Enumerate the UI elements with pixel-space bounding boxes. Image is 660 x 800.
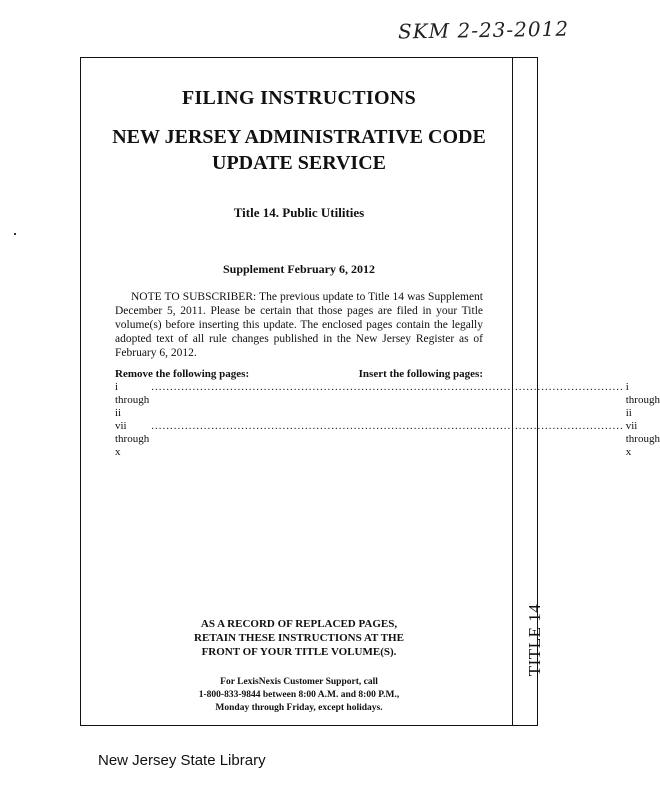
- title-name: Title 14. Public Utilities: [233, 205, 365, 220]
- pages-table-header: [115, 368, 483, 381]
- support-line-3: Monday through Friday, except holidays.: [215, 703, 383, 713]
- page-title: FILING INSTRUCTIONS: [181, 87, 417, 109]
- record-line-3: FRONT OF YOUR TITLE VOLUME(S).: [201, 646, 397, 658]
- remove-pages: vii through x: [115, 420, 150, 458]
- scan-mark: [14, 233, 16, 235]
- remove-header: Remove the following pages:: [115, 368, 250, 380]
- support-line-2: 1-800-833-9844 between 8:00 A.M. and 8:00 P.M.,: [198, 690, 400, 700]
- insert-pages: vii through x: [625, 420, 660, 458]
- table-row: [115, 381, 660, 420]
- handwritten-annotation: SKM 2-23-2012: [397, 16, 570, 44]
- subtitle-line-1: NEW JERSEY ADMINISTRATIVE CODE: [112, 126, 486, 148]
- title-tab-label: TITLE 14: [525, 603, 544, 677]
- subscriber-note: NOTE TO SUBSCRIBER: The previous update to Title 14 was Supplement December 5, 2011. Please be certain that those pages are filed in your Title volume(s) before inserting this update. The enclosed pages contain the legally adopted text of all rule changes published in the New Jersey Register as of February 6, 2012.: [115, 291, 483, 359]
- record-notice: [115, 617, 483, 659]
- insert-header: Insert the following pages:: [358, 368, 483, 380]
- supplement-date: Supplement February 6, 2012: [222, 262, 375, 276]
- support-line-1: For LexisNexis Customer Support, call: [220, 677, 378, 687]
- insert-pages: i through ii: [625, 381, 660, 419]
- dot-leader: ..............................................................................................................................: [151, 420, 624, 432]
- dot-leader: ..............................................................................................................................: [151, 381, 624, 393]
- page-subtitle: [95, 124, 503, 176]
- customer-support: [115, 676, 483, 715]
- record-line-2: RETAIN THESE INSTRUCTIONS AT THE: [194, 632, 404, 644]
- table-row: [115, 420, 660, 459]
- record-line-1: AS A RECORD OF REPLACED PAGES,: [200, 618, 398, 630]
- subtitle-line-2: UPDATE SERVICE: [212, 152, 386, 174]
- remove-pages: i through ii: [115, 381, 150, 419]
- library-footer: New Jersey State Library: [98, 752, 266, 769]
- pages-table: [115, 368, 660, 459]
